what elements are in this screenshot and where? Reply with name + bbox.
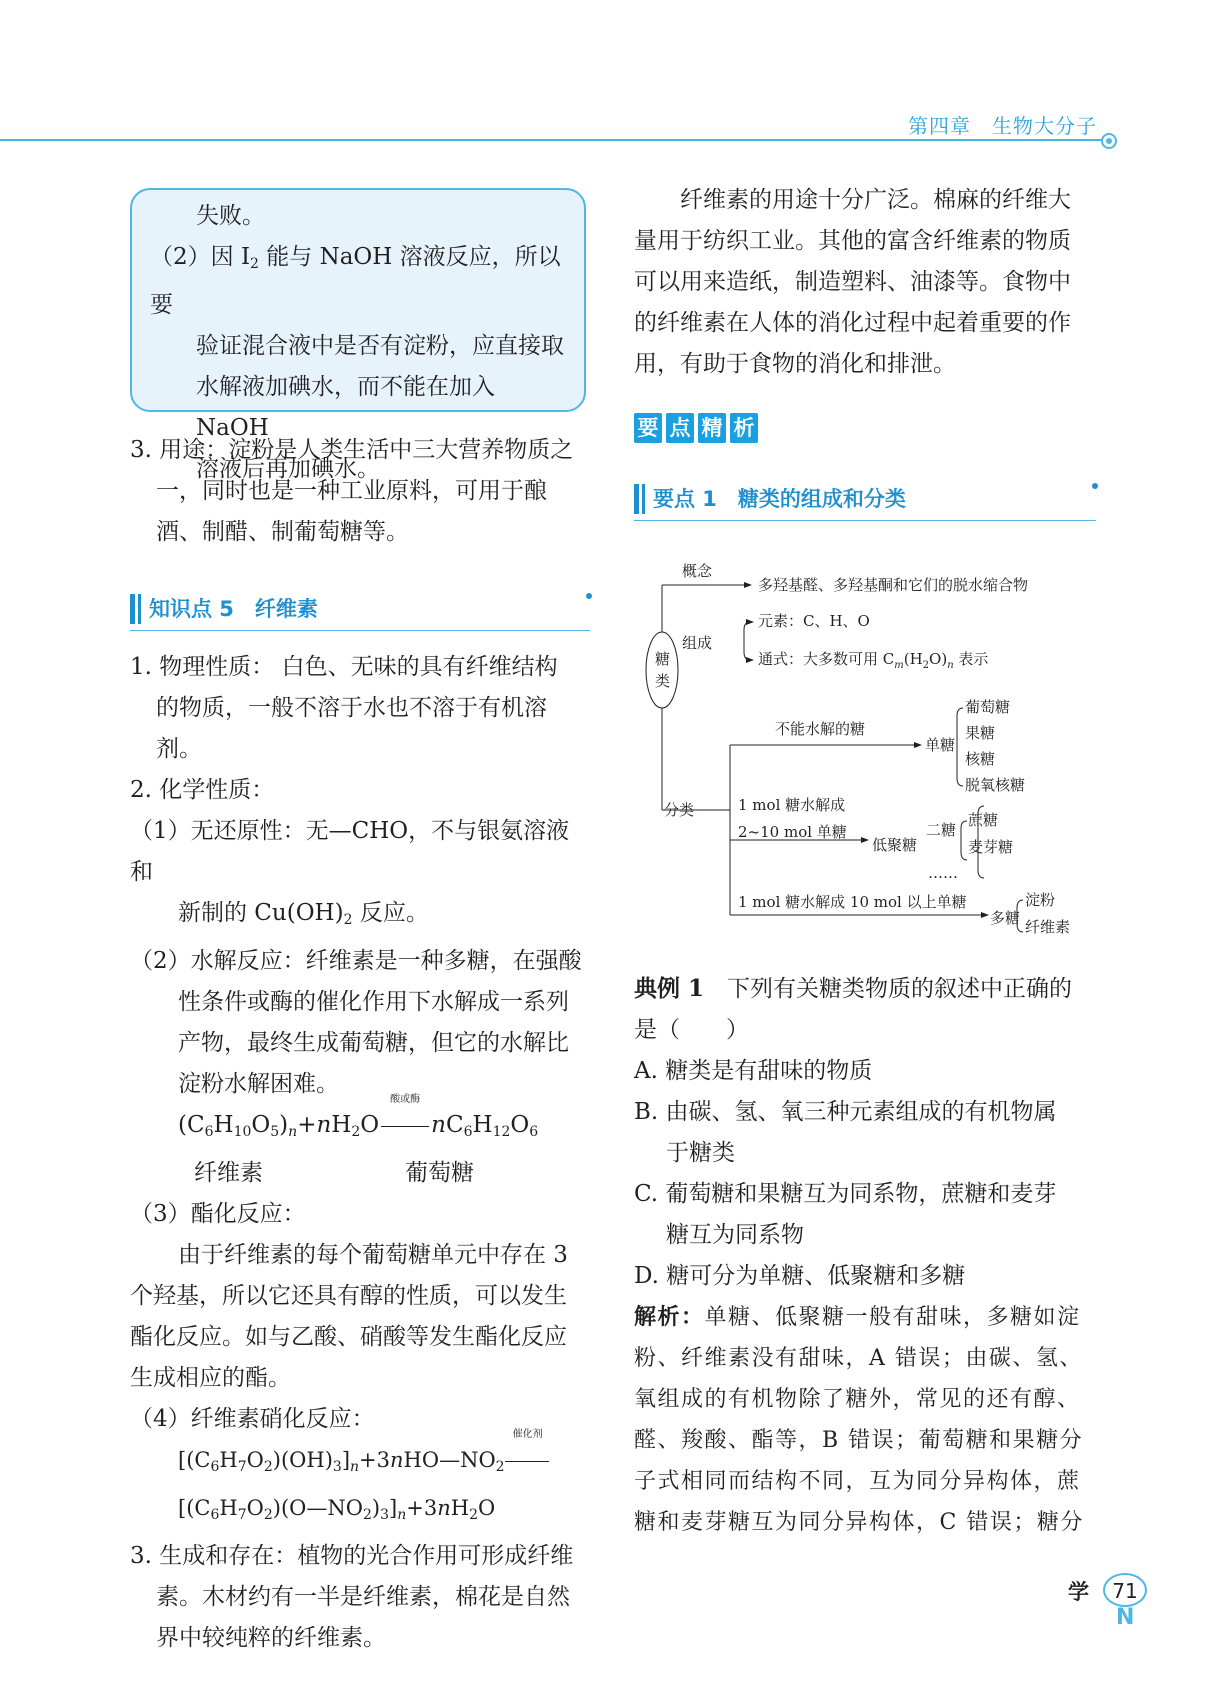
analysis-line: 粉、纤维素没有甜味，A 错误；由碳、氢、 [634,1346,1083,1371]
diagram-root: 类 [655,672,671,690]
analysis-line: 子式相同而结构不同，互为同分异构体，蔗 [634,1469,1081,1494]
root-ellipse [646,632,678,708]
para-line: 量用于纺织工业。其他的富含纤维素的物质 [634,228,1071,254]
chem-line: 由于纤维素的每个葡萄糖单元中存在 3 [178,1242,568,1268]
badge-char: 精 [698,413,726,443]
diagram-nonhydro: 不能水解的糖 [775,720,866,738]
diagram-oligo-desc: 2~10 mol 单糖 [738,823,847,841]
chem-line: 淀粉水解困难。 [178,1071,339,1097]
chem-line: （2）水解反应：纤维素是一种多糖，在强酸 [130,948,582,974]
chem-line: 个羟基，所以它还具有醇的性质，可以发生 [130,1283,567,1309]
diagram-oligo-desc: 1 mol 糖水解成 [738,796,846,814]
key-analysis-badge [634,413,1096,443]
example-question: 典例 1 下列有关糖类物质的叙述中正确的 [634,975,1073,1002]
badge-char: 点 [666,413,694,443]
para-line: 用，有助于食物的消化和排泄。 [634,351,956,377]
diagram-ellipsis: …… [928,864,958,882]
chem-line: 性条件或酶的催化作用下水解成一系列 [178,989,569,1015]
chem-line: 新制的 $Cu(OH)_2$ 反应。 [178,900,429,928]
analysis-line: 解析：单糖、低聚糖一般有甜味，多糖如淀 [634,1304,1081,1330]
left-column [130,430,590,1659]
diagram-oligo: 低聚糖 [872,836,918,854]
diagram-composition: 组成 [682,634,713,652]
option-b: B. 由碳、氢、氧三种元素组成的有机物属 [634,1099,1057,1125]
nitration-equation-2: $[(C_6H_7O_2)(O—NO_2)_3]_n+3nH_2O$ [178,1496,496,1523]
chapter-header: 第四章 生物大分子 [908,114,1097,138]
box-line: 溶液后再加碘水。 [196,456,380,482]
publisher-mark: N [1116,1605,1135,1630]
chem-line: 生成相应的酯。 [130,1365,291,1391]
diagram-di: 二糖 [926,821,957,839]
knowledge-point-5-title: 知识点 5 纤维素 [130,593,590,625]
nitration-equation-1: $[(C_6H_7O_2)(OH)_3]_n+3nHO—NO_2$ 催化剂 [130,1440,590,1488]
phys-line: 的物质，一般不溶于水也不溶于有机溶剂。 [156,695,547,762]
badge-char: 要 [634,413,662,443]
use-line: 3. 用途：淀粉是人类生活中三大营养物质之 [130,437,574,463]
diagram-mono-item: 脱氧核糖 [965,776,1026,794]
para-line: 纤维素的用途十分广泛。棉麻的纤维大 [680,187,1071,213]
diagram-mono-item: 果糖 [965,724,996,742]
example-question: 是（ ） [634,1017,749,1043]
footer-label: 学 [1068,1580,1089,1604]
right-column [634,180,1096,515]
diagram-concept-def: 多羟基醛、多羟基酮和它们的脱水缩合物 [758,576,1029,594]
equation-labels: 纤维素 葡萄糖 [194,1160,474,1186]
diagram-poly-item: 淀粉 [1025,891,1056,909]
diagram-classify: 分类 [664,801,695,819]
chem-heading: 2. 化学性质： [130,777,275,803]
chem-line: 酯化反应。如与乙酸、硝酸等发生酯化反应 [130,1324,567,1350]
diagram-poly-desc: 1 mol 糖水解成 10 mol 以上单糖 [738,893,967,911]
analysis-line: 醛、羧酸、酯等，B 错误；葡萄糖和果糖分 [634,1428,1084,1453]
chem-line: （1）无还原性：无—CHO，不与银氨溶液和 [130,818,570,885]
diagram-poly: 多糖 [990,909,1021,927]
diagram-mono-item: 葡萄糖 [965,698,1011,716]
chem-line: （4）纤维素硝化反应： [130,1406,375,1432]
diagram-concept: 概念 [682,562,713,580]
option-b: 于糖类 [666,1140,735,1166]
badge-char: 析 [730,413,758,443]
diagram-di-item: 蔗糖 [968,811,999,829]
diagram-formula: 通式：大多数可用 $C_m(H_2O)_n$ 表示 [758,650,989,671]
box-line: 验证混合液中是否有淀粉，应直接取 [196,333,564,359]
key-point-1-title: 要点 1 糖类的组成和分类 [634,483,1096,515]
header-rule [0,139,1108,141]
box-line: 水解液加碘水，而不能在加入 NaOH [196,374,495,441]
para-line: 的纤维素在人体的消化过程中起着重要的作 [634,310,1071,336]
option-c: 糖互为同系物 [666,1222,804,1248]
diagram-mono-item: 核糖 [965,750,996,768]
option-a: A. 糖类是有甜味的物质 [634,1058,873,1084]
page-number: 71 [1103,1573,1147,1607]
diagram-di-item: 麦芽糖 [968,838,1014,856]
gen-line: 素。木材约有一半是纤维素，棉花是自然 [156,1584,570,1610]
analysis-line: 糖和麦芽糖互为同分异构体，C 错误；糖分 [634,1510,1084,1535]
box-line: 失败。 [196,203,265,229]
gen-line: 界中较纯粹的纤维素。 [156,1625,386,1651]
diagram-root: 糖 [655,650,671,668]
chem-line: 产物，最终生成葡萄糖，但它的水解比 [178,1030,569,1056]
para-line: 可以用来造纸，制造塑料、油漆等。食物中 [634,269,1071,295]
phys-line: 1. 物理性质： 白色、无味的具有纤维结构 [130,654,558,680]
example-section [634,968,1096,1543]
diagram-poly-item: 纤维素 [1025,918,1071,936]
analysis-line: 氧组成的有机物除了糖外，常见的还有醇、 [634,1387,1081,1412]
diagram-mono: 单糖 [925,736,956,754]
box-line: （2）因 $I_2$ 能与 NaOH 溶液反应，所以要 [150,244,561,318]
use-line: 酒、制醋、制葡萄糖等。 [156,519,409,545]
chem-line: （3）酯化反应： [130,1201,306,1227]
option-d: D. 糖可分为单糖、低聚糖和多糖 [634,1263,966,1289]
diagram-elements: 元素：C、H、O [758,612,870,630]
sugar-classification-diagram [640,560,1110,950]
hydrolysis-equation: $(C_6H_{10}O_5)_n+nH_2O$ 酸或酶 $nC_6H_{12}O_6$ [178,1094,539,1140]
gen-line: 3. 生成和存在：植物的光合作用可形成纤维 [130,1543,574,1569]
use-line: 一，同时也是一种工业原料，可用于酿 [156,478,547,504]
option-c: C. 葡萄糖和果糖互为同系物，蔗糖和麦芽 [634,1181,1057,1207]
header-circle-ornament [1101,133,1117,149]
